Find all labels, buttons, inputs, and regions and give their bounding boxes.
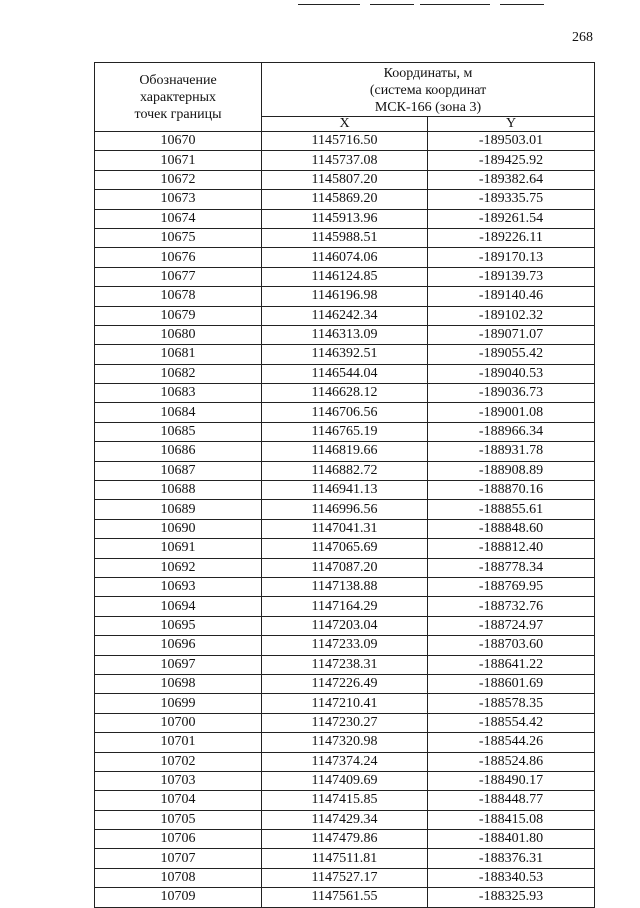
y-coordinate-cell: -188732.76 [428, 597, 595, 616]
x-coordinate-cell: 1145807.20 [262, 170, 428, 189]
x-coordinate-cell: 1147210.41 [262, 694, 428, 713]
y-coordinate-cell: -188578.35 [428, 694, 595, 713]
point-id-cell: 10705 [95, 810, 262, 829]
top-rule-segment [500, 4, 544, 5]
y-coordinate-cell: -189001.08 [428, 403, 595, 422]
table-row [95, 597, 595, 616]
point-id-cell: 10680 [95, 325, 262, 344]
point-id-cell: 10684 [95, 403, 262, 422]
table-row [95, 190, 595, 209]
x-coordinate-cell: 1147065.69 [262, 539, 428, 558]
point-id-cell: 10706 [95, 830, 262, 849]
point-id-cell: 10677 [95, 267, 262, 286]
header-x: X [262, 117, 428, 132]
x-coordinate-cell: 1147561.55 [262, 888, 428, 907]
table-row [95, 733, 595, 752]
x-coordinate-cell: 1145869.20 [262, 190, 428, 209]
table-row [95, 791, 595, 810]
y-coordinate-cell: -188769.95 [428, 577, 595, 596]
point-id-cell: 10707 [95, 849, 262, 868]
x-coordinate-cell: 1147164.29 [262, 597, 428, 616]
table-row [95, 228, 595, 247]
table-row [95, 325, 595, 344]
y-coordinate-cell: -188401.80 [428, 830, 595, 849]
y-coordinate-cell: -188931.78 [428, 442, 595, 461]
table-row [95, 248, 595, 267]
point-id-cell: 10672 [95, 170, 262, 189]
point-id-cell: 10676 [95, 248, 262, 267]
point-id-cell: 10704 [95, 791, 262, 810]
point-id-cell: 10696 [95, 636, 262, 655]
x-coordinate-cell: 1147041.31 [262, 519, 428, 538]
x-coordinate-cell: 1147527.17 [262, 868, 428, 887]
point-id-cell: 10697 [95, 655, 262, 674]
y-coordinate-cell: -189261.54 [428, 209, 595, 228]
x-coordinate-cell: 1146544.04 [262, 364, 428, 383]
y-coordinate-cell: -188340.53 [428, 868, 595, 887]
y-coordinate-cell: -189335.75 [428, 190, 595, 209]
y-coordinate-cell: -188601.69 [428, 674, 595, 693]
point-id-cell: 10689 [95, 500, 262, 519]
y-coordinate-cell: -188812.40 [428, 539, 595, 558]
x-coordinate-cell: 1145988.51 [262, 228, 428, 247]
x-coordinate-cell: 1147230.27 [262, 713, 428, 732]
x-coordinate-cell: 1146706.56 [262, 403, 428, 422]
point-id-cell: 10686 [95, 442, 262, 461]
point-id-cell: 10690 [95, 519, 262, 538]
table-row [95, 267, 595, 286]
table-row [95, 209, 595, 228]
table-row [95, 830, 595, 849]
x-coordinate-cell: 1146996.56 [262, 500, 428, 519]
x-coordinate-cell: 1147429.34 [262, 810, 428, 829]
y-coordinate-cell: -188376.31 [428, 849, 595, 868]
point-id-cell: 10694 [95, 597, 262, 616]
y-coordinate-cell: -189102.32 [428, 306, 595, 325]
y-coordinate-cell: -188778.34 [428, 558, 595, 577]
y-coordinate-cell: -189425.92 [428, 151, 595, 170]
point-id-cell: 10699 [95, 694, 262, 713]
y-coordinate-cell: -188490.17 [428, 771, 595, 790]
x-coordinate-cell: 1146882.72 [262, 461, 428, 480]
x-coordinate-cell: 1145737.08 [262, 151, 428, 170]
x-coordinate-cell: 1147374.24 [262, 752, 428, 771]
x-coordinate-cell: 1147226.49 [262, 674, 428, 693]
point-id-cell: 10695 [95, 616, 262, 635]
y-coordinate-cell: -188703.60 [428, 636, 595, 655]
y-coordinate-cell: -188415.08 [428, 810, 595, 829]
point-id-cell: 10692 [95, 558, 262, 577]
y-coordinate-cell: -188544.26 [428, 733, 595, 752]
y-coordinate-cell: -188848.60 [428, 519, 595, 538]
table-row [95, 558, 595, 577]
point-id-cell: 10670 [95, 132, 262, 151]
x-coordinate-cell: 1147233.09 [262, 636, 428, 655]
top-rule-segment [298, 4, 360, 5]
y-coordinate-cell: -189055.42 [428, 345, 595, 364]
x-coordinate-cell: 1147320.98 [262, 733, 428, 752]
point-id-cell: 10681 [95, 345, 262, 364]
x-coordinate-cell: 1146392.51 [262, 345, 428, 364]
coordinates-table [94, 62, 595, 908]
point-id-cell: 10674 [95, 209, 262, 228]
table-row [95, 384, 595, 403]
y-coordinate-cell: -188325.93 [428, 888, 595, 907]
table-row [95, 868, 595, 887]
point-id-cell: 10698 [95, 674, 262, 693]
x-coordinate-cell: 1146765.19 [262, 422, 428, 441]
point-id-cell: 10701 [95, 733, 262, 752]
x-coordinate-cell: 1146819.66 [262, 442, 428, 461]
y-coordinate-cell: -188724.97 [428, 616, 595, 635]
y-coordinate-cell: -188966.34 [428, 422, 595, 441]
table-row [95, 306, 595, 325]
y-coordinate-cell: -188855.61 [428, 500, 595, 519]
table-row [95, 500, 595, 519]
table-row [95, 577, 595, 596]
header-y: Y [428, 117, 595, 132]
y-coordinate-cell: -189036.73 [428, 384, 595, 403]
header-point-designation: Обозначение характерных точек границы [95, 63, 262, 132]
table-row [95, 849, 595, 868]
y-coordinate-cell: -188554.42 [428, 713, 595, 732]
point-id-cell: 10700 [95, 713, 262, 732]
x-coordinate-cell: 1147138.88 [262, 577, 428, 596]
page-number: 268 [572, 30, 593, 45]
table-row [95, 461, 595, 480]
table-row [95, 713, 595, 732]
point-id-cell: 10688 [95, 481, 262, 500]
point-id-cell: 10687 [95, 461, 262, 480]
table-row [95, 345, 595, 364]
point-id-cell: 10683 [95, 384, 262, 403]
table-row [95, 170, 595, 189]
table-row [95, 810, 595, 829]
x-coordinate-cell: 1147511.81 [262, 849, 428, 868]
table-row [95, 539, 595, 558]
x-coordinate-cell: 1147203.04 [262, 616, 428, 635]
x-coordinate-cell: 1145913.96 [262, 209, 428, 228]
x-coordinate-cell: 1147087.20 [262, 558, 428, 577]
point-id-cell: 10702 [95, 752, 262, 771]
y-coordinate-cell: -188870.16 [428, 481, 595, 500]
point-id-cell: 10693 [95, 577, 262, 596]
point-id-cell: 10671 [95, 151, 262, 170]
table-row [95, 888, 595, 907]
x-coordinate-cell: 1146124.85 [262, 267, 428, 286]
x-coordinate-cell: 1147415.85 [262, 791, 428, 810]
y-coordinate-cell: -189170.13 [428, 248, 595, 267]
table-row [95, 674, 595, 693]
point-id-cell: 10685 [95, 422, 262, 441]
top-rule-segment [370, 4, 414, 5]
y-coordinate-cell: -189503.01 [428, 132, 595, 151]
y-coordinate-cell: -188524.86 [428, 752, 595, 771]
x-coordinate-cell: 1146242.34 [262, 306, 428, 325]
x-coordinate-cell: 1146628.12 [262, 384, 428, 403]
table-row [95, 287, 595, 306]
table-row [95, 442, 595, 461]
point-id-cell: 10673 [95, 190, 262, 209]
table-row [95, 422, 595, 441]
point-id-cell: 10709 [95, 888, 262, 907]
point-id-cell: 10675 [95, 228, 262, 247]
x-coordinate-cell: 1146313.09 [262, 325, 428, 344]
y-coordinate-cell: -189140.46 [428, 287, 595, 306]
table-row [95, 151, 595, 170]
x-coordinate-cell: 1146941.13 [262, 481, 428, 500]
y-coordinate-cell: -189139.73 [428, 267, 595, 286]
table-row [95, 403, 595, 422]
table-row [95, 616, 595, 635]
x-coordinate-cell: 1146196.98 [262, 287, 428, 306]
point-id-cell: 10679 [95, 306, 262, 325]
point-id-cell: 10682 [95, 364, 262, 383]
x-coordinate-cell: 1145716.50 [262, 132, 428, 151]
x-coordinate-cell: 1147479.86 [262, 830, 428, 849]
x-coordinate-cell: 1147409.69 [262, 771, 428, 790]
point-id-cell: 10691 [95, 539, 262, 558]
y-coordinate-cell: -189071.07 [428, 325, 595, 344]
table-row [95, 132, 595, 151]
y-coordinate-cell: -188448.77 [428, 791, 595, 810]
point-id-cell: 10678 [95, 287, 262, 306]
x-coordinate-cell: 1147238.31 [262, 655, 428, 674]
y-coordinate-cell: -188908.89 [428, 461, 595, 480]
header-coordinates: Координаты, м (система координат МСК-166 (зона 3) [262, 63, 595, 117]
table-row [95, 364, 595, 383]
y-coordinate-cell: -189382.64 [428, 170, 595, 189]
table-row [95, 752, 595, 771]
point-id-cell: 10703 [95, 771, 262, 790]
x-coordinate-cell: 1146074.06 [262, 248, 428, 267]
table-row [95, 481, 595, 500]
table-row [95, 655, 595, 674]
table-row [95, 694, 595, 713]
table-row [95, 771, 595, 790]
point-id-cell: 10708 [95, 868, 262, 887]
table-row [95, 636, 595, 655]
table-row [95, 519, 595, 538]
top-rule-segment [420, 4, 490, 5]
y-coordinate-cell: -189226.11 [428, 228, 595, 247]
y-coordinate-cell: -189040.53 [428, 364, 595, 383]
y-coordinate-cell: -188641.22 [428, 655, 595, 674]
